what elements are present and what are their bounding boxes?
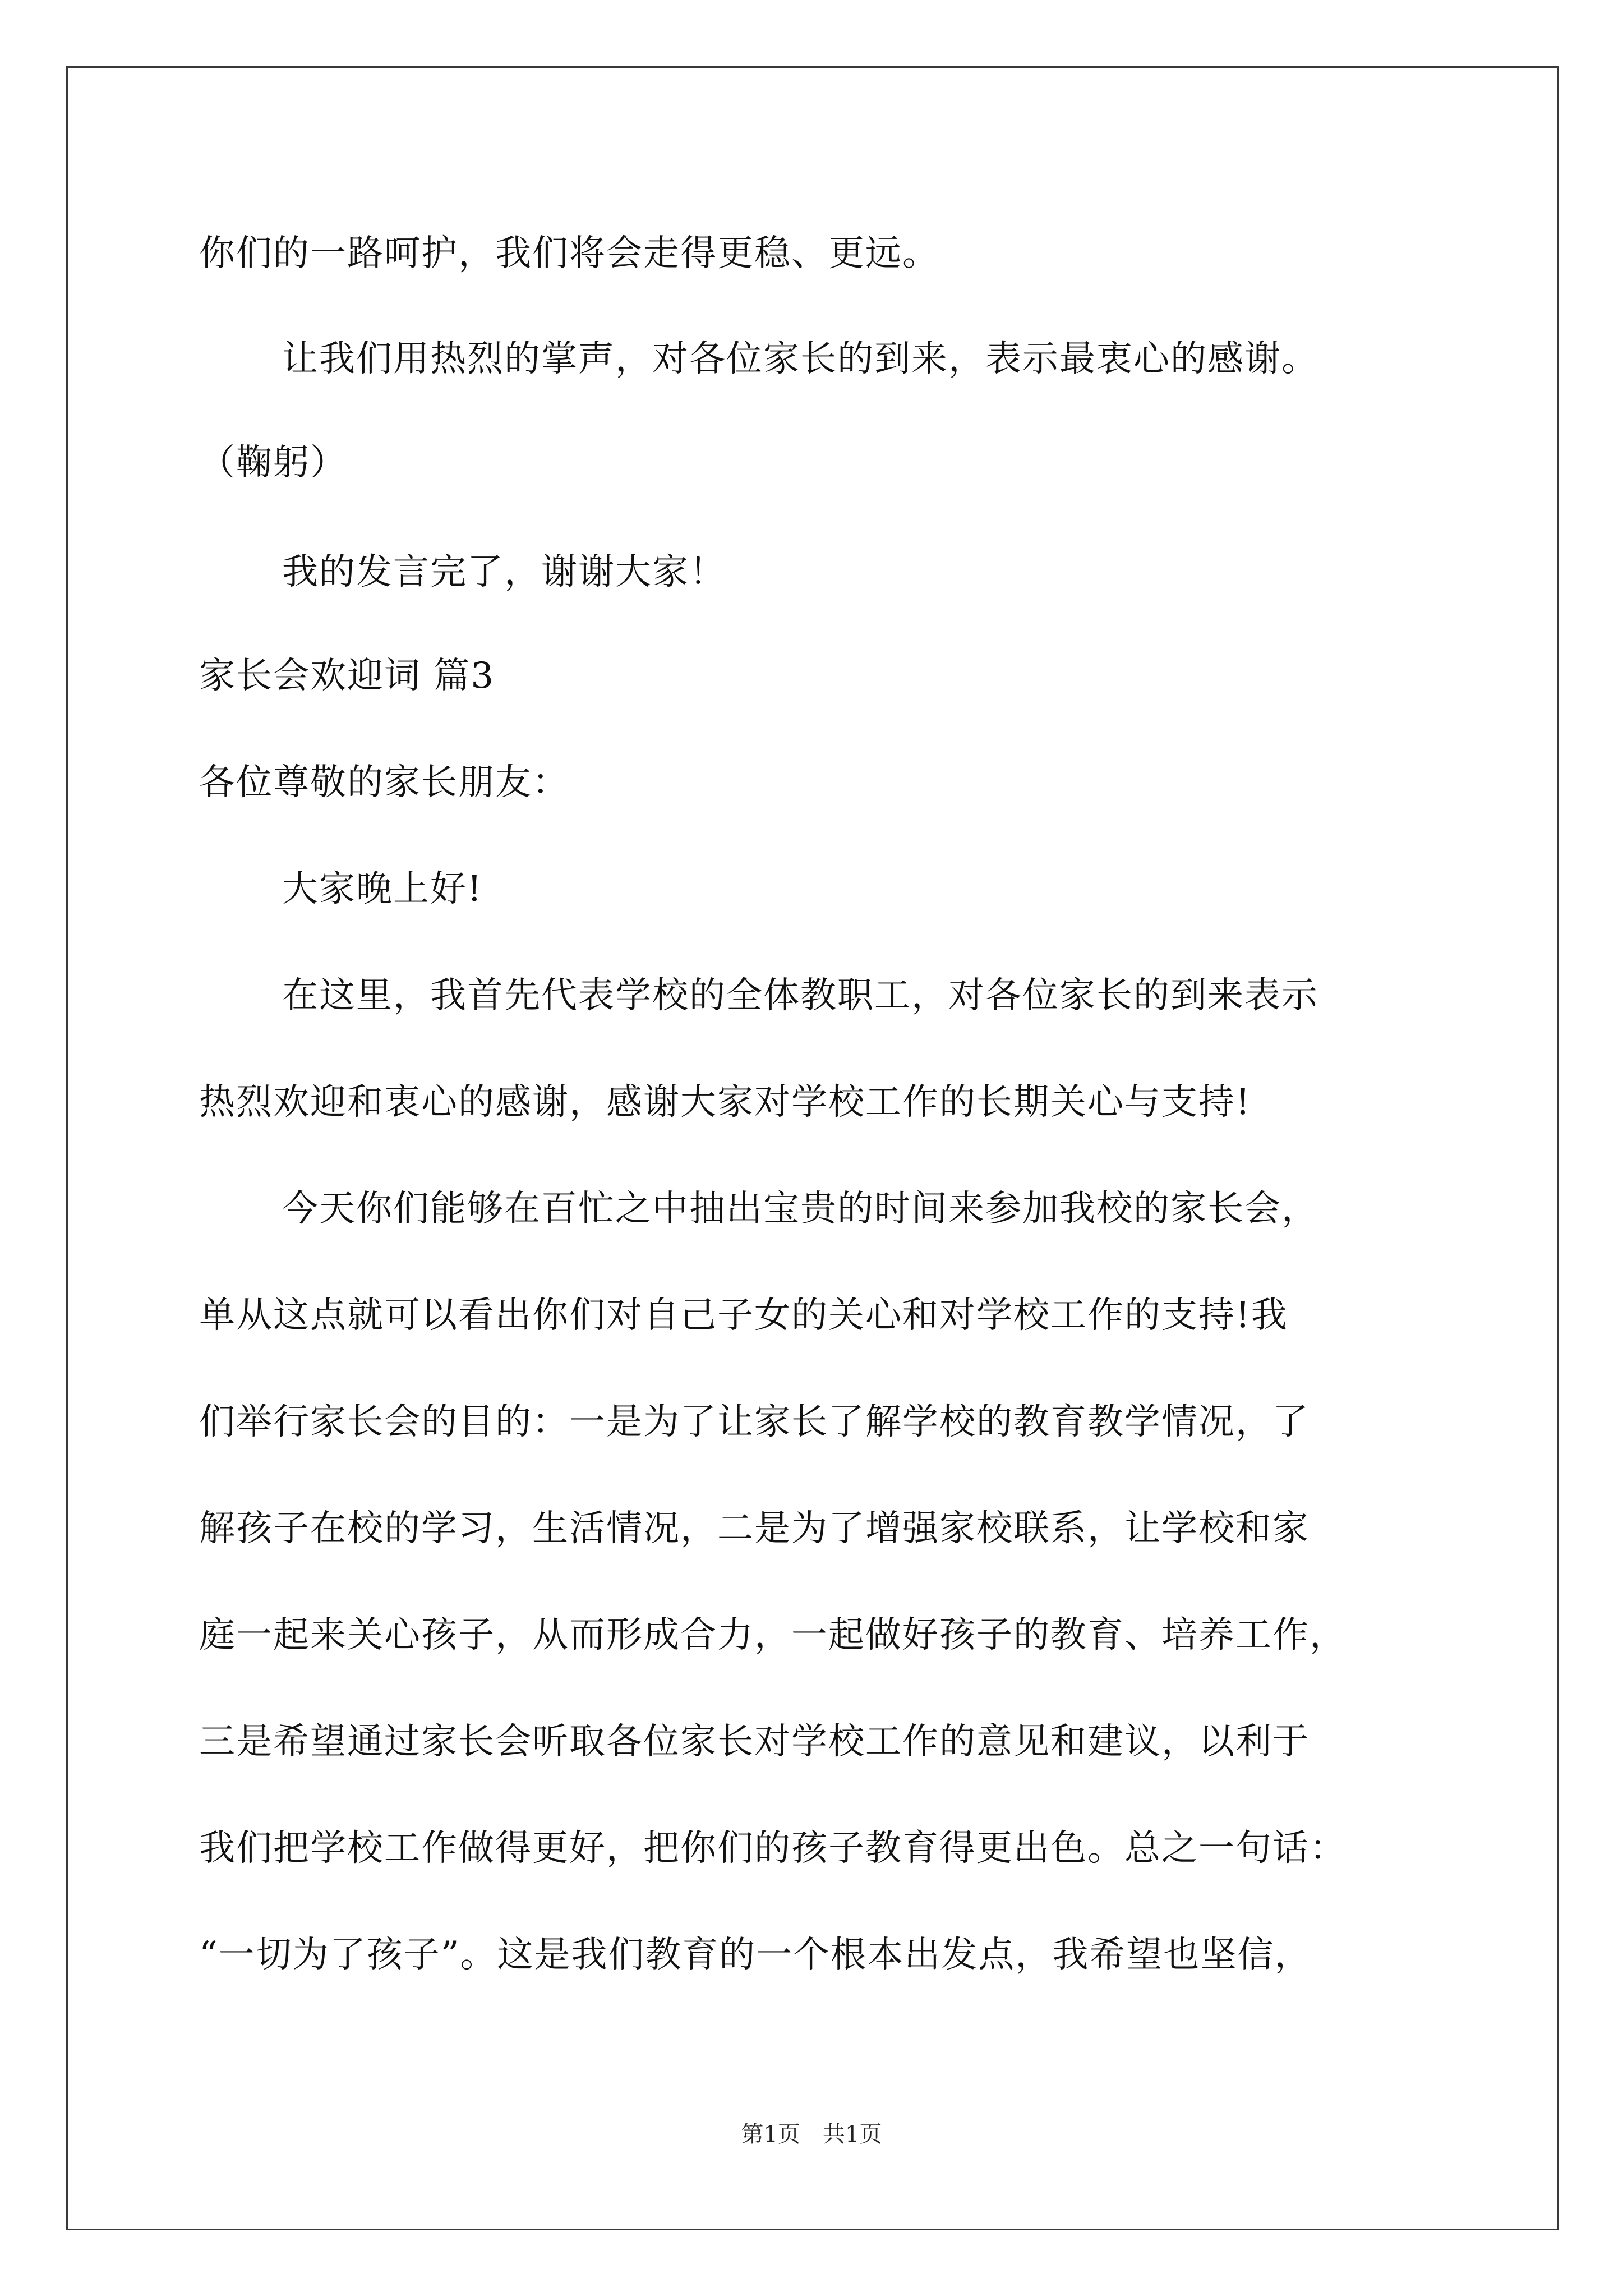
text-line: 我的发言完了，谢谢大家！ xyxy=(282,551,726,593)
text-line: 单从这点就可以看出你们对自己子女的关心和对学校工作的支持!我 xyxy=(199,1295,1288,1336)
text-line: 今天你们能够在百忙之中抽出宝贵的时间来参加我校的家长会， xyxy=(282,1188,1318,1230)
text-line: 们举行家长会的目的：一是为了让家长了解学校的教育教学情况，了 xyxy=(199,1401,1310,1443)
text-line: 热烈欢迎和衷心的感谢，感谢大家对学校工作的长期关心与支持! xyxy=(199,1082,1251,1123)
text-line: 解孩子在校的学习，生活情况，二是为了增强家校联系，让学校和家 xyxy=(199,1508,1310,1549)
page-border xyxy=(66,66,1559,2230)
text-line: 三是希望通过家长会听取各位家长对学校工作的意见和建议，以利于 xyxy=(199,1721,1310,1763)
text-line: “一切为了孩子”。这是我们教育的一个根本出发点，我希望也坚信， xyxy=(199,1934,1312,1976)
salutation: 各位尊敬的家长朋友： xyxy=(199,762,569,803)
text-line: （鞠躬） xyxy=(199,442,347,484)
text-line: 你们的一路呵护，我们将会走得更稳、更远。 xyxy=(199,233,939,274)
text-line: 在这里，我首先代表学校的全体教职工，对各位家长的到来表示 xyxy=(282,975,1318,1016)
text-line: 让我们用热烈的掌声，对各位家长的到来，表示最衷心的感谢。 xyxy=(282,338,1318,380)
text-line: 大家晚上好! xyxy=(282,868,483,910)
page-number-footer: 第1页 共1页 xyxy=(741,2122,882,2147)
text-line: 庭一起来关心孩子，从而形成合力，一起做好孩子的教育、培养工作， xyxy=(199,1614,1347,1656)
section-heading: 家长会欢迎词 篇3 xyxy=(199,655,495,697)
text-line: 我们把学校工作做得更好，把你们的孩子教育得更出色。总之一句话： xyxy=(199,1828,1347,1869)
